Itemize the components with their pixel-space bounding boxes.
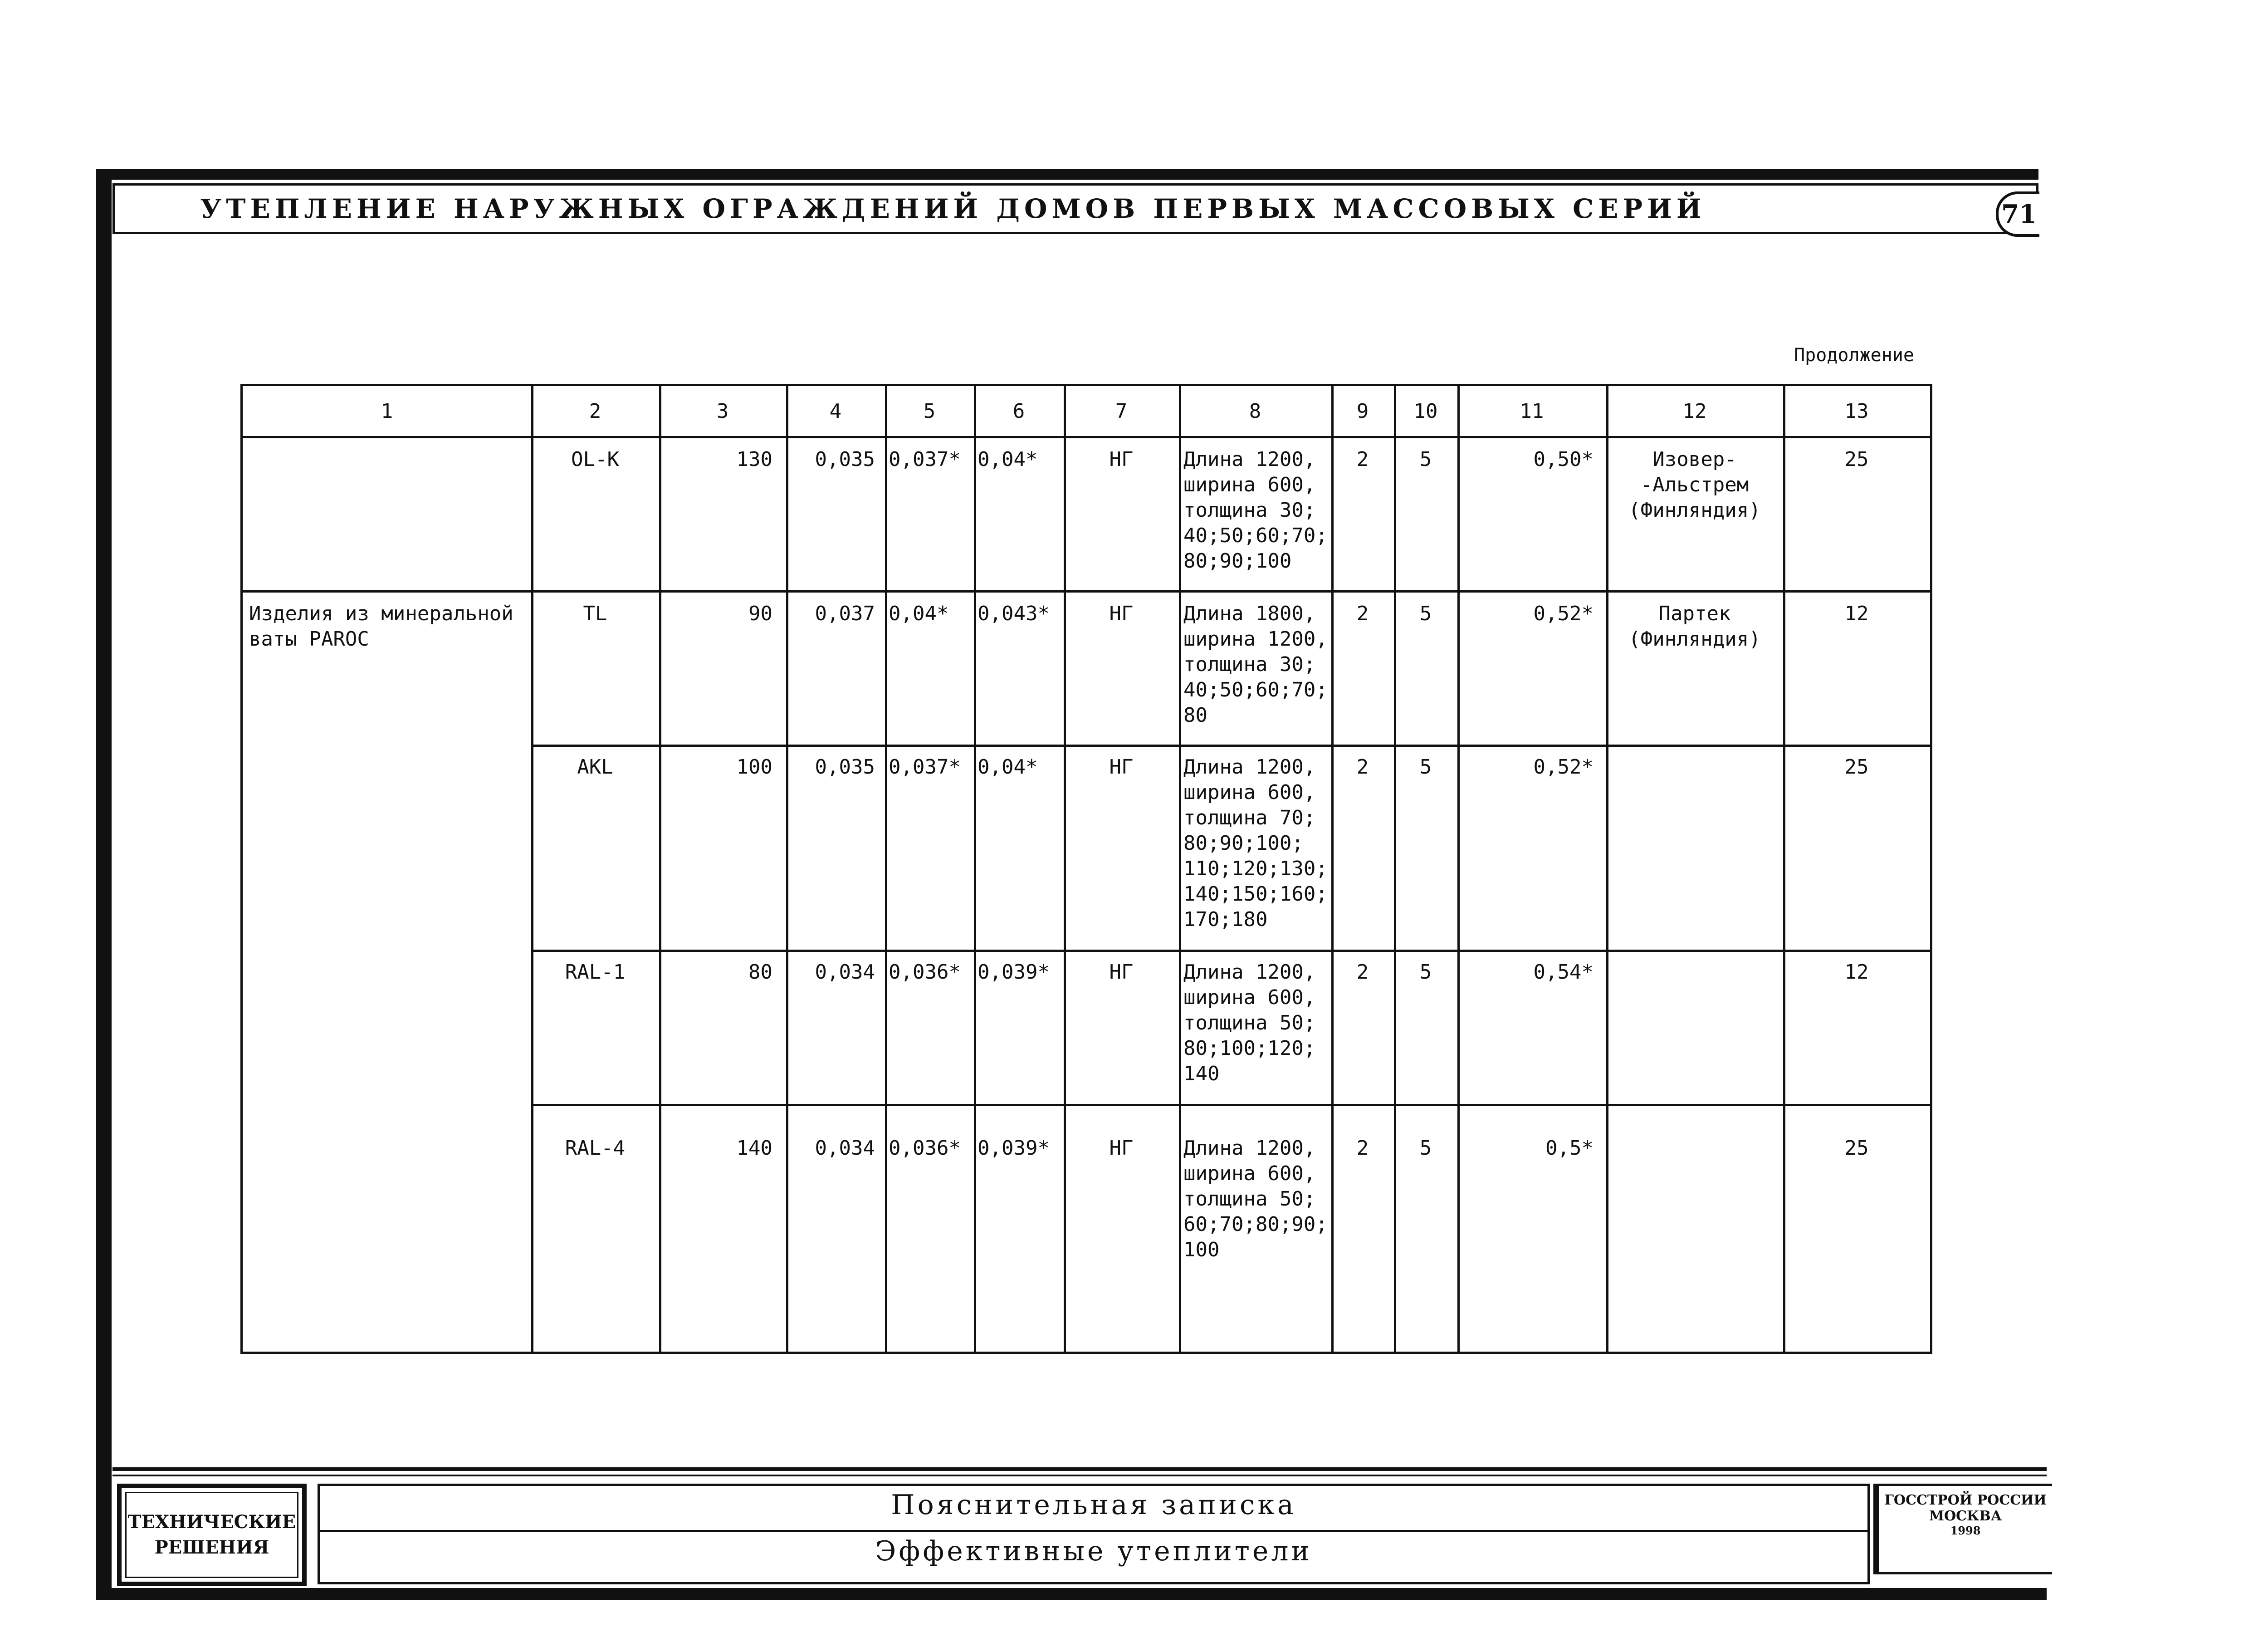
table-cell-c10: 5 [1419,961,1432,984]
stamp-issuer-line2: МОСКВА [1929,1508,2002,1524]
column-divider [1457,386,1460,1352]
table-cell-c2: OL-K [571,448,619,471]
table-cell-c6: 0,043* [978,602,1050,625]
table-cell-c5: 0,036* [889,961,961,984]
table-cell-c6: 0,039* [978,1137,1050,1160]
column-header: 10 [1413,399,1438,423]
stamp-left-line1: ТЕХНИЧЕСКИЕ [127,1511,296,1533]
column-header: 7 [1115,399,1128,423]
table-cell-c5: 0,036* [889,1137,961,1160]
table-cell-c7: НГ [1109,602,1134,625]
table-cell-c13: 25 [1844,448,1869,471]
table-cell-c8: Длина 1800, ширина 1200, толщина 30; 40;50;60;70; 80 [1183,602,1328,727]
row-divider [531,1104,1930,1106]
column-divider [1783,386,1785,1352]
table-cell-c2: TL [583,602,607,625]
column-header: 2 [589,399,601,423]
stamp-issuer [1873,1484,2052,1574]
stamp-top-rule [112,1467,2047,1471]
table-cell-c9: 2 [1356,1137,1369,1160]
stamp-inner-border [125,1492,298,1578]
table-cell-c10: 5 [1419,755,1432,779]
stamp-left-line2: РЕШЕНИЯ [154,1537,269,1558]
table-cell-c8: Длина 1200, ширина 600, толщина 50; 80;100;120; 140 [1183,961,1316,1085]
table-cell-c10: 5 [1419,602,1432,625]
column-divider [1179,386,1181,1352]
table-cell-c7: НГ [1109,1137,1134,1160]
frame-top-border [96,169,2038,180]
table-cell-c7: НГ [1109,755,1134,779]
table-cell-c13: 25 [1844,1137,1869,1160]
table-cell-c13: 25 [1844,755,1869,779]
table-cell-c11: 0,54* [1533,961,1593,984]
table-cell-c2: RAL-4 [565,1137,626,1160]
table-cell-c2: RAL-1 [565,961,626,984]
table-cell-c2: AKL [577,755,613,779]
row-divider [531,745,1930,747]
table-cell-c7: НГ [1109,448,1134,471]
group-label: Изделия из минеральной ваты PAROC [249,602,513,651]
table-cell-c4: 0,035 [815,448,875,471]
table-cell-c6: 0,039* [978,961,1050,984]
column-header: 4 [829,399,842,423]
table-cell-c9: 2 [1356,602,1369,625]
table-cell-c10: 5 [1419,448,1432,471]
table-cell-c9: 2 [1356,755,1369,779]
table-cell-c13: 12 [1844,602,1869,625]
column-divider [1606,386,1608,1352]
table-cell-c12: Изовер- -Альстрем (Финляндия) [1628,448,1761,522]
stamp-title-divider [318,1530,1870,1532]
header-divider [243,436,1930,438]
page-title: УТЕПЛЕНИЕ НАРУЖНЫХ ОГРАЖДЕНИЙ ДОМОВ ПЕРВЫХ МАССОВЫХ СЕРИЙ [200,193,1706,224]
table-cell-c3: 130 [736,448,772,471]
table-cell-c12: Партек (Финляндия) [1628,602,1761,651]
table-cell-c11: 0,52* [1533,755,1593,779]
table-cell-c11: 0,52* [1533,602,1593,625]
column-header: 12 [1682,399,1707,423]
table-cell-c8: Длина 1200, ширина 600, толщина 30; 40;50;60;70; 80;90;100 [1183,448,1328,573]
column-header: 9 [1356,399,1369,423]
column-header: 6 [1012,399,1025,423]
table-cell-c6: 0,04* [978,448,1038,471]
table-cell-c5: 0,04* [889,602,949,625]
stamp-issuer-line3: 1998 [1950,1524,1981,1537]
frame-bottom-border [96,1588,2047,1600]
table-cell-c4: 0,037 [815,602,875,625]
column-header: 13 [1844,399,1869,423]
column-header: 11 [1520,399,1544,423]
stamp-issuer-line1: ГОССТРОЙ РОССИИ [1884,1492,2047,1508]
column-header: 1 [381,399,393,423]
table-cell-c9: 2 [1356,448,1369,471]
table-cell-c11: 0,5* [1545,1137,1593,1160]
table-cell-c7: НГ [1109,961,1134,984]
page-number: 71 [1996,191,2039,237]
table-cell-c9: 2 [1356,961,1369,984]
table-cell-c5: 0,037* [889,448,961,471]
column-divider [786,386,788,1352]
column-header: 3 [716,399,729,423]
continuation-label: Продолжение [1794,345,1914,366]
table-cell-c10: 5 [1419,1137,1432,1160]
table-cell-c3: 140 [736,1137,772,1160]
header-bar [112,183,2038,234]
table-cell-c4: 0,035 [815,755,875,779]
stamp-top-rule [112,1475,2047,1476]
column-divider [974,386,976,1352]
table-cell-c13: 12 [1844,961,1869,984]
column-divider [531,386,533,1352]
column-divider [885,386,887,1352]
table-cell-c11: 0,50* [1533,448,1593,471]
table-cell-c4: 0,034 [815,1137,875,1160]
table-cell-c6: 0,04* [978,755,1038,779]
table-cell-c8: Длина 1200, ширина 600, толщина 70; 80;90;100; 110;120;130; 140;150;160; 170;180 [1183,755,1328,931]
table-cell-c3: 100 [736,755,772,779]
column-divider [659,386,661,1352]
row-divider [243,590,1930,593]
stamp-title-line1: Пояснительная записка [891,1489,1296,1521]
column-header: 8 [1249,399,1261,423]
table-cell-c3: 90 [748,602,772,625]
row-divider [531,950,1930,952]
table-cell-c4: 0,034 [815,961,875,984]
stamp-title-line2: Эффективные утеплители [875,1535,1312,1567]
column-divider [1394,386,1396,1352]
column-header: 5 [923,399,936,423]
table-cell-c5: 0,037* [889,755,961,779]
frame-left-border [96,169,112,1598]
table-cell-c8: Длина 1200, ширина 600, толщина 50; 60;70;80;90; 100 [1183,1137,1328,1261]
table-cell-c3: 80 [748,961,772,984]
data-table [240,384,1932,1354]
column-divider [1064,386,1066,1352]
